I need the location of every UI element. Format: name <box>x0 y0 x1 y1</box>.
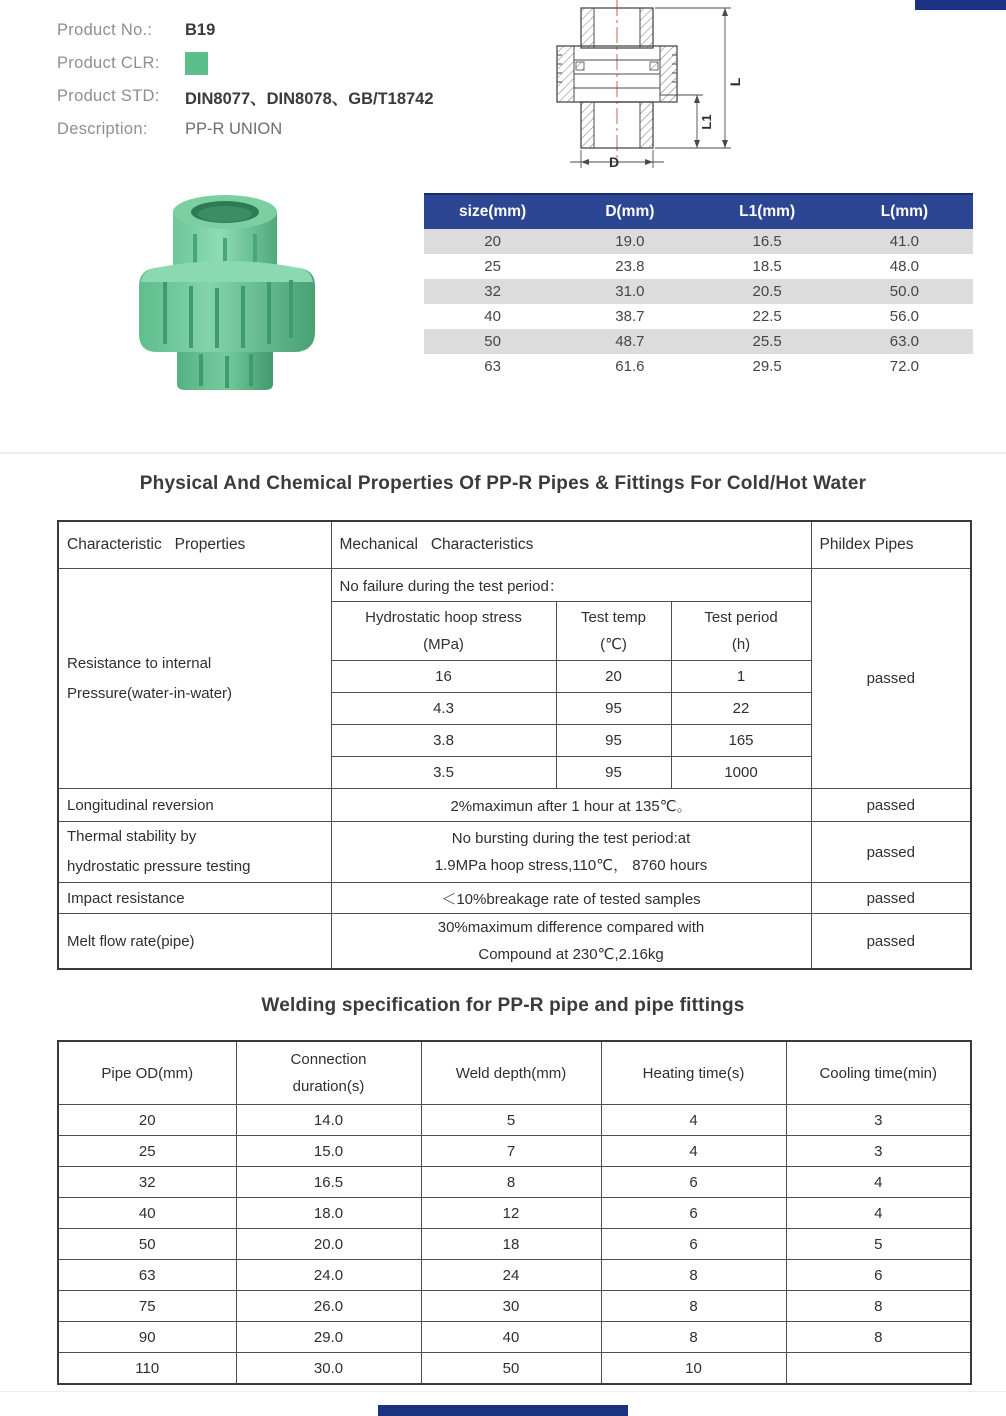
properties-table <box>57 520 972 970</box>
cell: 165 <box>671 725 811 757</box>
cell: 5 <box>786 1229 971 1260</box>
cell: ＜10%breakage rate of tested samples <box>331 883 811 914</box>
product-std-row <box>57 80 434 113</box>
column-header: Phildex Pipes <box>811 521 971 569</box>
cell: 31.0 <box>561 279 698 304</box>
row-label-line: Pressure(water-in-water) <box>67 684 233 702</box>
header-line: Weld depth(mm) <box>455 1064 567 1082</box>
cell: 16.5 <box>236 1167 421 1198</box>
column-subheader <box>671 602 811 661</box>
section2-title: Welding specification for PP-R pipe and pipe fittings <box>261 995 745 1016</box>
corner-accent-bar <box>915 0 1006 10</box>
cell: 48.0 <box>889 258 919 275</box>
cell: 8 <box>601 1260 786 1291</box>
column-header: Mechanical Characteristics <box>331 521 811 569</box>
cell: 22.5 <box>752 308 782 325</box>
cell: 50 <box>421 1353 601 1385</box>
cell: 20.0 <box>236 1229 421 1260</box>
cell: 40 <box>421 1322 601 1353</box>
cell: 72.0 <box>889 358 919 375</box>
cell: 3 <box>786 1105 971 1136</box>
cell: 3.8 <box>331 725 556 757</box>
cell: 3.5 <box>331 757 556 789</box>
cell <box>331 914 811 970</box>
cell: 48.7 <box>561 329 698 354</box>
row-label-line: Resistance to internal <box>67 654 212 672</box>
header-line: duration(s) <box>292 1078 365 1095</box>
cell: 20 <box>424 229 561 254</box>
column-header: size(mm) <box>424 194 561 229</box>
column-header: L1(mm) <box>699 194 836 229</box>
product-clr-label: Product CLR: <box>57 54 160 72</box>
cell: 63 <box>58 1260 236 1291</box>
cell: 63 <box>484 358 501 375</box>
table-row <box>58 1353 971 1385</box>
cell: 4 <box>601 1105 786 1136</box>
column-subheader <box>331 602 556 661</box>
product-clr-row <box>57 47 434 80</box>
cell: 19.0 <box>561 229 698 254</box>
cell: 95 <box>556 725 671 757</box>
table-header-row <box>58 1041 971 1105</box>
cell: 16.5 <box>699 229 836 254</box>
cell: 20 <box>58 1105 236 1136</box>
cell: 8 <box>786 1322 971 1353</box>
cell: 110 <box>58 1353 236 1385</box>
section-divider <box>0 452 1006 454</box>
cell <box>786 1353 971 1385</box>
table-row <box>58 1198 971 1229</box>
table-row <box>58 1167 971 1198</box>
cell: 1000 <box>671 757 811 789</box>
table-row <box>58 883 971 914</box>
cell: 30 <box>421 1291 601 1322</box>
column-header: L(mm) <box>836 194 973 229</box>
cell: 15.0 <box>236 1136 421 1167</box>
cell-line: No bursting during the test period:at <box>451 830 691 847</box>
product-no-label: Product No.: <box>57 21 153 39</box>
column-header <box>421 1041 601 1105</box>
cell: No failure during the test period： <box>331 569 811 602</box>
header-line: Heating time(s) <box>642 1064 745 1082</box>
table-row <box>58 1229 971 1260</box>
welding-table <box>57 1040 972 1385</box>
cell: 6 <box>601 1167 786 1198</box>
cell: 40 <box>484 308 501 325</box>
cell: 95 <box>556 757 671 789</box>
table-row <box>424 304 973 329</box>
cell: 4 <box>786 1167 971 1198</box>
footer-divider <box>0 1391 1006 1392</box>
row-label: Melt flow rate(pipe) <box>58 914 331 970</box>
cell: 24.0 <box>236 1260 421 1291</box>
cell: 38.7 <box>615 308 645 325</box>
column-header <box>236 1041 421 1105</box>
dim-label-D: D <box>608 154 620 170</box>
cell: 25 <box>58 1136 236 1167</box>
product-desc-row <box>57 113 434 146</box>
table-row <box>424 279 973 304</box>
cell: 6 <box>601 1229 786 1260</box>
table-row <box>58 1291 971 1322</box>
product-no-value: B19 <box>185 21 216 39</box>
column-subheader <box>556 602 671 661</box>
cell: 4 <box>786 1198 971 1229</box>
table-row <box>424 229 973 254</box>
result-cell: passed <box>811 822 971 883</box>
column-header: D(mm) <box>561 194 698 229</box>
cell: 25.5 <box>699 329 836 354</box>
cell: 2%maximun after 1 hour at 135℃。 <box>331 789 811 822</box>
cell: 75 <box>58 1291 236 1322</box>
cell: 50 <box>424 329 561 354</box>
result-cell: passed <box>811 914 971 970</box>
cell: 16 <box>331 661 556 693</box>
header-line: Pipe OD(mm) <box>101 1064 194 1082</box>
cell: 8 <box>421 1167 601 1198</box>
cell: 30.0 <box>236 1353 421 1385</box>
cell: 20.5 <box>699 279 836 304</box>
table-row <box>58 789 971 822</box>
subheader-line: Hydrostatic hoop stress <box>365 609 522 626</box>
cell: 40 <box>58 1198 236 1229</box>
cell: 50.0 <box>836 279 973 304</box>
row-label <box>58 569 331 789</box>
row-label: Longitudinal reversion <box>58 789 331 822</box>
cell: 32 <box>58 1167 236 1198</box>
table-row <box>424 254 973 279</box>
cell: 29.5 <box>752 358 782 375</box>
cell: 18 <box>421 1229 601 1260</box>
row-label: Impact resistance <box>58 883 331 914</box>
cell: 4.3 <box>331 693 556 725</box>
column-header: Characteristic Properties <box>58 521 331 569</box>
cell: 90 <box>58 1322 236 1353</box>
subheader-line: Test temp <box>580 609 647 626</box>
cell: 22 <box>671 693 811 725</box>
subheader-line: (MPa) <box>423 636 464 653</box>
cell: 24 <box>421 1260 601 1291</box>
cell: 10 <box>601 1353 786 1385</box>
cell: 41.0 <box>836 229 973 254</box>
product-no-row <box>57 14 434 47</box>
cell: 14.0 <box>236 1105 421 1136</box>
table-header-row <box>424 194 973 229</box>
table-row <box>58 1322 971 1353</box>
product-desc-value: PP-R UNION <box>185 120 283 138</box>
cell: 25 <box>484 258 501 275</box>
subheader-line: (h) <box>731 636 751 653</box>
product-photo <box>125 182 330 397</box>
cell: 50 <box>58 1229 236 1260</box>
cell: 18.5 <box>752 258 782 275</box>
subheader-line: (℃) <box>600 636 627 653</box>
table-row <box>424 354 973 379</box>
column-header <box>58 1041 236 1105</box>
product-std-value: DIN8077、DIN8078、GB/T18742 <box>185 89 434 108</box>
table-row <box>424 329 973 354</box>
cell-line: 30%maximum difference compared with <box>437 919 705 936</box>
technical-drawing <box>550 0 770 178</box>
result-cell: passed <box>811 789 971 822</box>
cell-line: 1.9MPa hoop stress,110℃， 8760 hours <box>434 857 708 874</box>
row-label-line: Thermal stability by <box>67 828 197 845</box>
result-cell: passed <box>811 883 971 914</box>
cell: 7 <box>421 1136 601 1167</box>
cell: 4 <box>601 1136 786 1167</box>
table-row <box>58 569 971 602</box>
cell: 26.0 <box>236 1291 421 1322</box>
subheader-line: Test period <box>704 609 778 626</box>
product-color-swatch <box>185 52 208 75</box>
cell: 1 <box>671 661 811 693</box>
cell: 61.6 <box>615 358 645 375</box>
table-row <box>58 822 971 883</box>
section1-title: Physical And Chemical Properties Of PP-R Pipes & Fittings For Cold/Hot Water <box>139 473 867 494</box>
cell: 3 <box>786 1136 971 1167</box>
row-label <box>58 822 331 883</box>
table-row <box>58 1105 971 1136</box>
cell: 8 <box>601 1291 786 1322</box>
table-row <box>58 1260 971 1291</box>
footer-accent-bar <box>378 1405 628 1416</box>
header-line: Cooling time(min) <box>819 1064 938 1082</box>
cell: 8 <box>786 1291 971 1322</box>
table-row <box>58 914 971 970</box>
dim-label-L1: L1 <box>699 114 714 130</box>
cell: 8 <box>601 1322 786 1353</box>
cell: 56.0 <box>889 308 919 325</box>
cell-line: Compound at 230℃,2.16kg <box>478 946 664 963</box>
cell: 29.0 <box>236 1322 421 1353</box>
cell: 12 <box>421 1198 601 1229</box>
column-header <box>601 1041 786 1105</box>
cell: 95 <box>556 693 671 725</box>
header-line: Connection <box>290 1051 367 1068</box>
table-row <box>58 1136 971 1167</box>
cell: 63.0 <box>836 329 973 354</box>
cell <box>331 822 811 883</box>
result-cell: passed <box>811 569 971 789</box>
cell: 6 <box>601 1198 786 1229</box>
column-header <box>786 1041 971 1105</box>
cell: 20 <box>556 661 671 693</box>
product-desc-label: Description: <box>57 120 148 138</box>
row-label-line: hydrostatic pressure testing <box>67 858 251 875</box>
dim-label-L: L <box>727 77 743 87</box>
cell: 32 <box>424 279 561 304</box>
product-info-block <box>57 14 434 146</box>
table-header-row <box>58 521 971 569</box>
product-std-label: Product STD: <box>57 87 160 105</box>
cell: 23.8 <box>615 258 645 275</box>
size-table <box>424 193 973 379</box>
cell: 18.0 <box>236 1198 421 1229</box>
cell: 5 <box>421 1105 601 1136</box>
cell: 6 <box>786 1260 971 1291</box>
